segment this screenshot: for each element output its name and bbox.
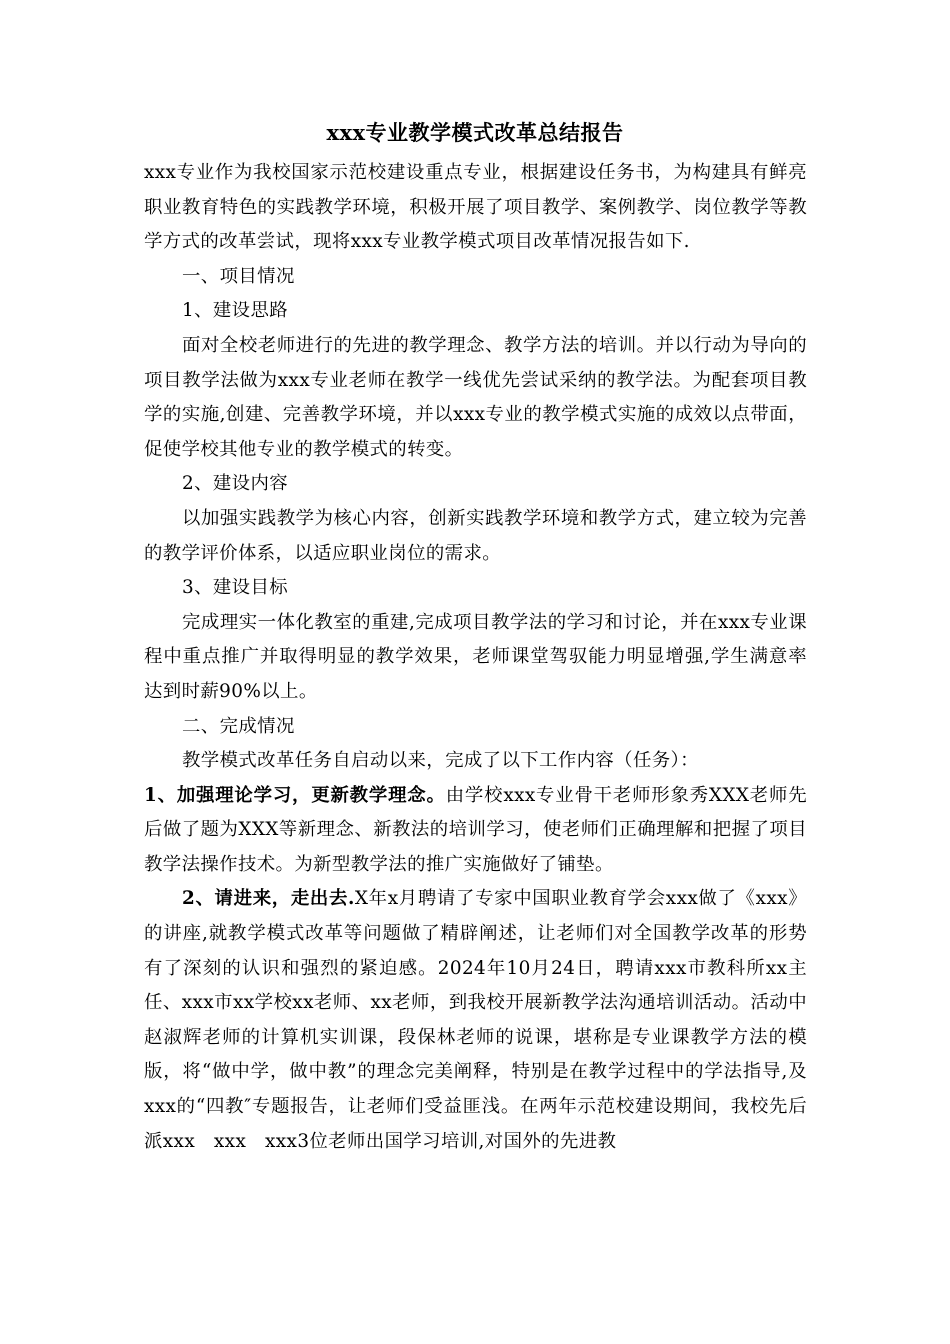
construction-content-paragraph: 以加强实践教学为核心内容，创新实践教学环境和教学方式，建立较为完善的教学评价体系，以适应职业岗位的需求。 xyxy=(144,507,807,564)
construction-goal-paragraph: 完成理实一体化教室的重建,完成项目教学法的学习和讨论，并在xxx专业课程中重点推广并取得明显的教学效果，老师课堂驾驭能力明显增强,学生满意率达到时薪90%以上。 xyxy=(144,611,807,702)
construction-idea-paragraph: 面对全校老师进行的先进的教学理念、教学方法的培训。并以行动为导向的项目教学法做为xxx专业老师在教学一线优先尝试采纳的教学法。为配套项目教学的实施,创建、完善教学环境，并以xxx专业的教学模式实施的成效以点带面，促使学校其他专业的教学模式的转变。 xyxy=(144,334,807,460)
item-1-text: 由学校xxx专业骨干老师形象秀XXX老师先后做了题为XXX等新理念、新教法的培训学习，使老师们正确理解和把握了项目教学法操作技术。为新型教学法的推广实施做好了铺垫。 xyxy=(144,784,807,875)
intro-paragraph: xxx专业作为我校国家示范校建设重点专业，根据建设任务书，为构建具有鲜亮职业教育特色的实践教学环境，积极开展了项目教学、案例教学、岗位教学等教学方式的改革尝试，现将xxx专业教学模式项目改革情况报告如下. xyxy=(144,162,807,253)
item-1-lead: 1、加强理论学习，更新教学理念。 xyxy=(144,784,446,806)
item-2-text: X年x月聘请了专家中国职业教育学会xxx做了《xxx》的讲座,就教学模式改革等问题做了精辟阐述，让老师们对全国教学改革的形势有了深刻的认识和强烈的紧迫感。2024年10月24日，聘请xxx市教科所xx主任、xxx市xx学校xx老师、xx老师，到我校开展新教学法沟通培训活动。活动中赵淑辉老师的计算机实训课，段保林老师的说课，堪称是专业课教学方法的模版，将“做中学，做中教”的理念完美阐释，特别是在教学过程中的学法指导,及xxx的“四教″专题报告，让老师们受益匪浅。在两年示范校建设期间，我校先后派xxx xxx xxx3位老师出国学习培训,对国外的先进教 xyxy=(144,888,808,1152)
section-heading-project-status: 一、项目情况 xyxy=(182,265,295,287)
document-body xyxy=(144,156,807,1159)
completion-intro-paragraph: 教学模式改革任务自启动以来，完成了以下工作内容（任务）： xyxy=(182,750,699,772)
item-2-paragraph xyxy=(144,882,807,1159)
item-1-paragraph xyxy=(144,779,807,883)
item-2-lead: 2、请进来，走出去. xyxy=(182,888,355,910)
document-title: xxx专业教学模式改革总结报告 xyxy=(326,120,624,145)
subheading-construction-goal: 3、建设目标 xyxy=(182,577,289,599)
subheading-construction-content: 2、建设内容 xyxy=(182,473,289,495)
subheading-construction-idea: 1、建设思路 xyxy=(182,300,289,322)
section-heading-completion: 二、完成情况 xyxy=(182,715,295,737)
